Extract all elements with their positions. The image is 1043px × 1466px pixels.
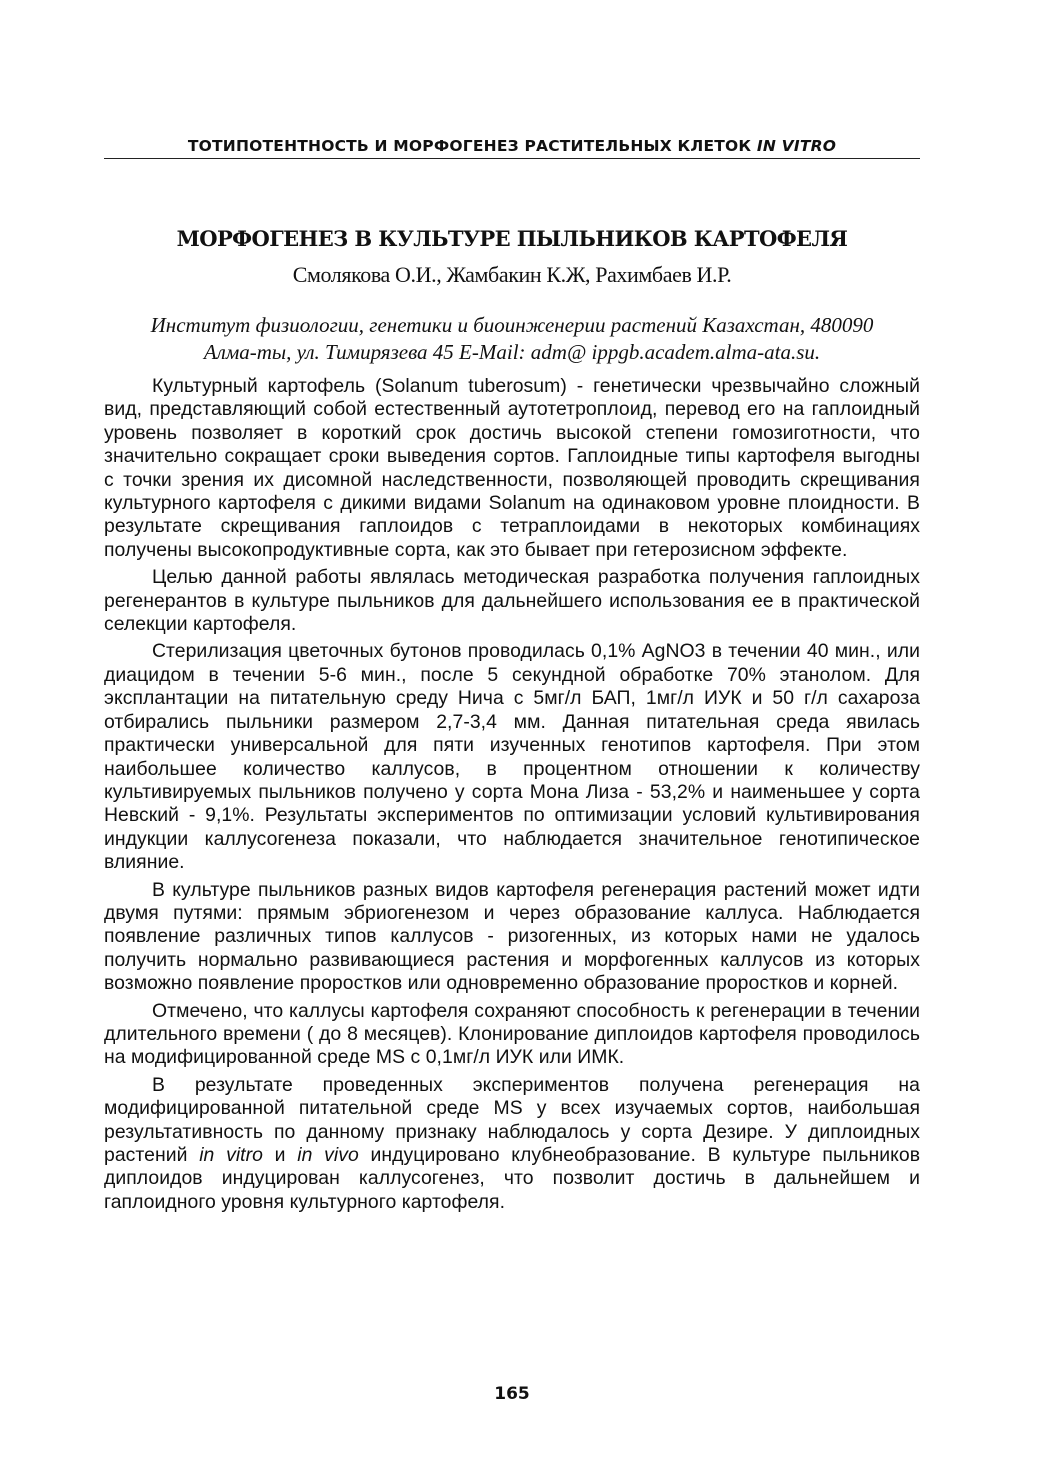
affiliation-line-2: Алма-ты, ул. Тимирязева 45 E-Mail: adm@ ippgb.academ.alma-ata.su. [203,340,821,364]
results-text-1: В результате проведенных экспериментов получена регенерация на модифицированной питательной среде MS у всех изучаемых сортов, наибольшая результативность по данному признаку наблюдалось у сорта Дезире. У диплоидных растений [104,1073,920,1166]
paragraph-aim: Целью данной работы являлась методическая разработка получения гаплоидных регенерантов в культуре пыльников для дальнейшего использования ее в практической селекции картофеля. [104,566,920,636]
article-authors: Смолякова О.И., Жамбакин К.Ж, Рахимбаев И.Р. [292,262,732,287]
affiliation-line-1: Институт физиологии, генетики и биоинженерии растений Казахстан, 480090 [150,313,874,337]
page-number: 165 [494,1384,530,1404]
paragraph-intro: Культурный картофель (Solanum tuberosum) - генетически чрезвычайно сложный вид, представляющий собой естественный аутотетроплоид, перевод его на гаплоидный уровень позволяет в короткий срок достичь высокой степени гомозиготности, что значительно сокращает сроки выведения сортов. Гаплоидные типы картофеля выгодны с точки зрения их дисомной наследственности, позволяющей проводить скрещивания культурного картофеля с дикими видами Solanum на одинаковом уровне плоидности. В результате скрещивания гаплоидов с тетраплоидами в некоторых комбинациях получены высокопродуктивные сорта, как это бывает при гетерозисном эффекте. [104,375,920,561]
paragraph-results [104,1074,920,1214]
article-title: МОРФОГЕНЕЗ В КУЛЬТУРЕ ПЫЛЬНИКОВ КАРТОФЕЛЯ [176,226,848,251]
results-in-vivo: in vivo [297,1144,359,1166]
running-head [104,137,920,155]
article-affiliation [104,312,920,366]
running-head-italic: IN VITRO [756,137,837,155]
results-in-vitro: in vitro [199,1144,263,1166]
results-and: и [274,1144,286,1166]
paragraph-cloning: Отмечено, что каллусы картофеля сохраняют способность к регенерации в течении длительного времени ( до 8 месяцев). Клонирование диплоидов картофеля проводилось на модифицированной среде MS с 0,1мг/л ИУК или ИМК. [104,999,920,1069]
running-head-rule [104,158,920,159]
article-body [104,375,920,1218]
paragraph-regeneration: В культуре пыльников разных видов картофеля регенерация растений может идти двумя путями: прямым эбриогенезом и через образование каллуса. Наблюдается появление различных типов каллусов - ризогенных, из которых нами не удалось получить нормально развивающиеся растения и морфогенных каллусов из которых возможно появление проростков или одновременно образование проростков и корней. [104,878,920,995]
results-text-2: индуцировано клубнеобразование. В культуре пыльников диплоидов индуцирован каллусогенез, что позволит достичь в дальнейшем и гаплоидного уровня культурного картофеля. [104,1144,921,1213]
running-head-text: ТОТИПОТЕНТНОСТЬ И МОРФОГЕНЕЗ РАСТИТЕЛЬНЫХ КЛЕТОК [187,137,752,155]
paragraph-methods: Стерилизация цветочных бутонов проводилась 0,1% AgNO3 в течении 40 мин., или диацидом в течении 5-6 мин., после 5 секундной обработке 70% этанолом. Для эксплантации на питательную среду Нича с 5мг/л БАП, 1мг/л ИУК и 50 г/л сахароза отбирались пыльники размером 2,7-3,4 мм. Данная питательная среда явилась практически универсальной для пяти изученных генотипов картофеля. При этом наибольшее количество каллусов, в процентном отношении к количеству культивируемых пыльников получено у сорта Мона Лиза - 53,2% и наименьшее у сорта Невский - 9,1%. Результаты экспериментов по оптимизации условий культивирования индукции каллусогенеза показали, что наблюдается значительное генотипическое влияние. [104,640,920,874]
